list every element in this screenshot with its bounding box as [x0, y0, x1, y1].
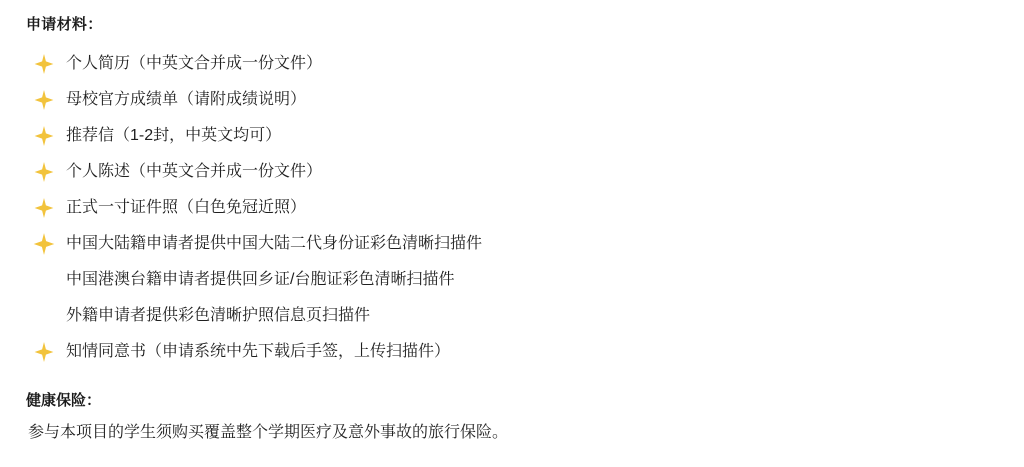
list-item	[24, 334, 1000, 370]
list-item	[24, 190, 1000, 226]
list-item-label: 中国大陆籍申请者提供中国大陆二代身份证彩色清晰扫描件	[66, 235, 483, 252]
sparkle-icon	[32, 154, 56, 190]
list-item	[24, 226, 1000, 262]
list-item	[24, 154, 1000, 190]
list-item	[24, 118, 1000, 154]
list-item-label: 知情同意书（申请系统中先下载后手签，上传扫描件）	[66, 343, 451, 360]
list-item	[24, 298, 1000, 334]
sparkle-icon	[32, 82, 56, 118]
sparkle-icon	[32, 226, 56, 262]
list-item	[24, 82, 1000, 118]
sparkle-icon	[32, 118, 56, 154]
list-item-label: 中国港澳台籍申请者提供回乡证/台胞证彩色清晰扫描件	[66, 271, 455, 288]
list-item-label: 外籍申请者提供彩色清晰护照信息页扫描件	[66, 307, 371, 324]
list-item	[24, 262, 1000, 298]
sparkle-icon	[32, 46, 56, 82]
insurance-section-title: 健康保险：	[26, 392, 102, 409]
insurance-body-text: 参与本项目的学生须购买覆盖整个学期医疗及意外事故的旅行保险。	[28, 424, 509, 441]
list-item-label: 个人简历（中英文合并成一份文件）	[66, 55, 323, 72]
list-item-label: 个人陈述（中英文合并成一份文件）	[66, 163, 323, 180]
materials-list	[24, 46, 1000, 370]
list-item-label: 母校官方成绩单（请附成绩说明）	[66, 91, 307, 108]
list-item	[24, 46, 1000, 82]
list-item-label: 正式一寸证件照（白色免冠近照）	[66, 199, 307, 216]
sparkle-icon	[32, 190, 56, 226]
list-item-label: 推荐信（1-2封，中英文均可）	[66, 127, 282, 144]
sparkle-icon	[32, 334, 56, 370]
materials-section-title: 申请材料：	[26, 16, 103, 33]
